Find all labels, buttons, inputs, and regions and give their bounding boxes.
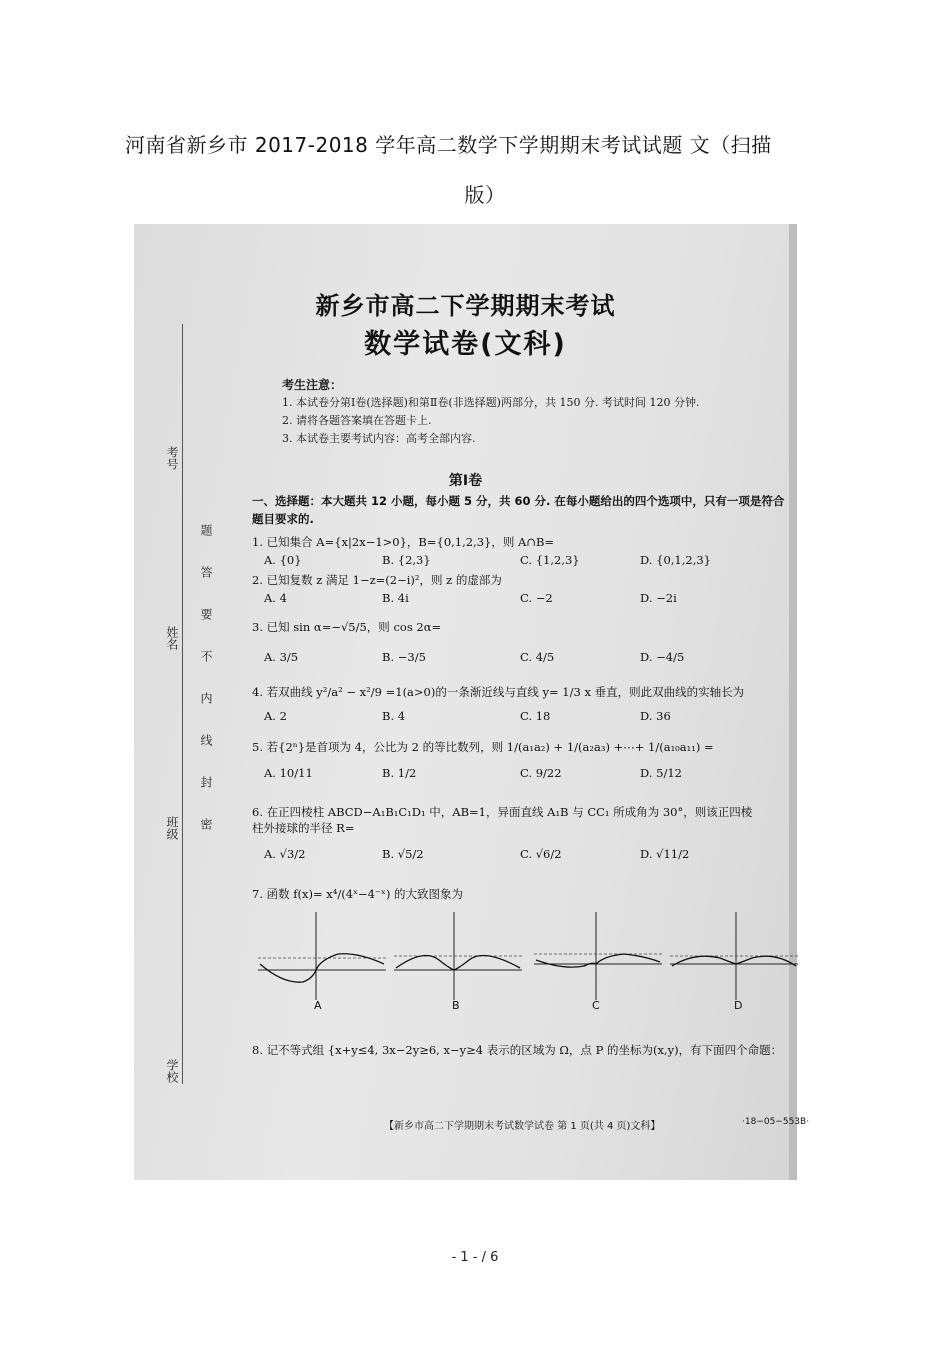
notes-heading: 考生注意： (282, 378, 343, 392)
graph-b (394, 912, 522, 1000)
option-b: B. 4 (382, 709, 406, 723)
page-footer: 【新乡市高二下学期期末考试数学试卷 第 1 页(共 4 页)文科】 (384, 1121, 661, 1132)
question-stem: 8. 记不等式组 {x+y≤4, 3x−2y≥6, x−y≥4 表示的区域为 Ω，点 P 的坐标为(x,y)，有下面四个命题： (252, 1043, 783, 1057)
question-stem: 7. 函数 f(x)= x⁴/(4ˣ−4⁻ˣ) 的大致图象为 (252, 887, 463, 901)
option-b: B. √5/2 (382, 847, 424, 861)
option-c: C. 9/22 (520, 766, 562, 780)
side-label-school: 学校 (165, 1059, 179, 1083)
graph-label-d: D (734, 999, 743, 1012)
question-8 (252, 1042, 797, 1058)
question-3 (252, 619, 797, 665)
option-d: D. −4/5 (640, 650, 685, 664)
question-6 (252, 804, 797, 862)
option-d: D. √11/2 (640, 847, 690, 861)
note-item: 1. 本试卷分第Ⅰ卷(选择题)和第Ⅱ卷(非选择题)两部分，共 150 分. 考试时间 120 分钟. (282, 396, 700, 409)
question-stem-continued: 柱外接球的半径 R= (252, 821, 355, 835)
graph-d (670, 912, 798, 1000)
title-line-2: 版） (464, 183, 506, 207)
option-c: C. −2 (520, 591, 553, 605)
side-label-exam-number: 考号 (165, 446, 179, 470)
option-a: A. {0} (264, 553, 302, 567)
graph-label-c: C (592, 999, 600, 1012)
note-item: 3. 本试卷主要考试内容：高考全部内容. (282, 432, 476, 445)
option-c: C. 18 (520, 709, 551, 723)
page-number: - 1 - / 6 (451, 1250, 499, 1265)
binding-line (182, 324, 183, 1084)
option-d: D. −2i (640, 591, 677, 605)
section-instructions: 一、选择题：本大题共 12 小题，每小题 5 分，共 60 分. 在每小题给出的四个选项中，只有一项是符合题目要求的. (252, 494, 785, 526)
question-stem: 5. 若{2ⁿ}是首项为 4，公比为 2 的等比数列，则 1/(a₁a₂) + 1/(a₂a₃) +⋯+ 1/(a₁₀a₁₁) = (252, 740, 714, 754)
graph-label-b: B (452, 999, 460, 1012)
option-d: D. 5/12 (640, 766, 682, 780)
option-a: A. 4 (264, 591, 287, 605)
graph-label-a: A (314, 999, 322, 1012)
note-item: 2. 请将各题答案填在答题卡上. (282, 414, 432, 427)
option-a: A. 10/11 (264, 766, 313, 780)
exam-title: 新乡市高二下学期期末考试 (315, 292, 616, 320)
question-2 (252, 572, 797, 606)
side-label-name: 姓名 (165, 626, 179, 650)
question-1 (252, 534, 797, 568)
graph-a (258, 912, 386, 1000)
question-stem: 6. 在正四棱柱 ABCD−A₁B₁C₁D₁ 中，AB=1，异面直线 A₁B 与 CC₁ 所成角为 30°，则该正四棱 (252, 805, 753, 819)
exam-subtitle: 数学试卷(文科) (364, 329, 567, 360)
question-stem: 1. 已知集合 A={x|2x−1>0}，B={0,1,2,3}，则 A∩B= (252, 535, 555, 549)
question-4 (252, 684, 797, 724)
seal-line-text: 题答要不内线封密 (199, 524, 213, 860)
graph-c (534, 912, 662, 1000)
title-line-1: 河南省新乡市 2017-2018 学年高二数学下学期期末考试试题 文（扫描 (125, 133, 772, 157)
section-title: 第Ⅰ卷 (448, 473, 483, 489)
document-title (125, 120, 825, 220)
candidate-notes (282, 376, 699, 448)
option-d: D. {0,1,2,3} (640, 553, 711, 567)
option-b: B. 4i (382, 591, 409, 605)
question-stem: 4. 若双曲线 y²/a² − x²/9 =1(a>0)的一条渐近线与直线 y= 1/3 x 垂直，则此双曲线的实轴长为 (252, 685, 745, 699)
question-7 (252, 886, 797, 902)
option-b: B. {2,3} (382, 553, 431, 567)
question-stem: 2. 已知复数 z 满足 1−z=(2−i)²，则 z 的虚部为 (252, 573, 502, 587)
side-label-class: 班级 (165, 816, 179, 840)
question-stem: 3. 已知 sin α=−√5/5，则 cos 2α= (252, 620, 442, 634)
option-c: C. 4/5 (520, 650, 555, 664)
option-c: C. {1,2,3} (520, 553, 580, 567)
function-graph-options (258, 912, 798, 1002)
footer-code: ·18−05−553B· (742, 1117, 810, 1127)
question-5 (252, 739, 797, 781)
option-a: A. 3/5 (264, 650, 299, 664)
scanned-exam-page (134, 224, 810, 1180)
option-b: B. −3/5 (382, 650, 426, 664)
option-a: A. 2 (264, 709, 287, 723)
option-b: B. 1/2 (382, 766, 417, 780)
option-a: A. √3/2 (264, 847, 306, 861)
option-c: C. √6/2 (520, 847, 562, 861)
option-d: D. 36 (640, 709, 671, 723)
